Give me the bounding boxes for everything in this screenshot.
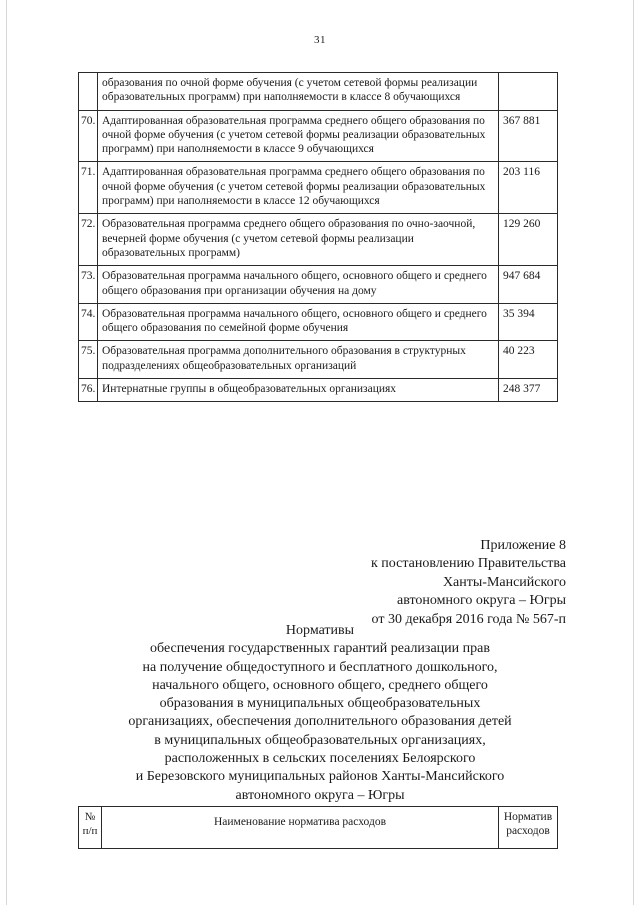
row-number: 76. xyxy=(79,379,98,402)
header-table xyxy=(78,806,558,849)
table-row xyxy=(79,379,558,402)
table-row xyxy=(79,303,558,341)
row-number: 70. xyxy=(79,110,98,162)
header-number-line1: № xyxy=(84,811,96,823)
row-value: 129 260 xyxy=(499,214,558,266)
header-row xyxy=(79,807,558,849)
row-value: 35 394 xyxy=(499,303,558,341)
row-name: Образовательная программа начального общего, основного общего и среднего общего образования по семейной форме обучения xyxy=(98,303,499,341)
row-name: Образовательная программа начального общего, основного общего и среднего общего образования при организации обучения на дому xyxy=(98,266,499,304)
header-value-line2: расходов xyxy=(506,825,550,837)
scan-edge-right xyxy=(633,0,634,905)
row-number: 72. xyxy=(79,214,98,266)
row-value: 248 377 xyxy=(499,379,558,402)
row-value: 947 684 xyxy=(499,266,558,304)
row-value: 40 223 xyxy=(499,341,558,379)
row-number: 74. xyxy=(79,303,98,341)
title-line: расположенных в сельских поселениях Белоярского xyxy=(164,751,476,767)
table-row xyxy=(79,266,558,304)
row-name: Интернатные группы в общеобразовательных организациях xyxy=(98,379,499,402)
appendix-line: к постановлению Правительства xyxy=(370,556,566,572)
title-line: обеспечения государственных гарантий реализации прав xyxy=(150,641,490,657)
appendix-line: Ханты-Мансийского xyxy=(442,574,566,590)
row-number: 71. xyxy=(79,162,98,214)
row-value: 203 116 xyxy=(499,162,558,214)
title-line: начального общего, основного общего, среднего общего xyxy=(152,677,488,693)
normatives-table xyxy=(78,72,558,402)
table-row xyxy=(79,73,558,111)
row-value xyxy=(499,73,558,111)
row-number: 73. xyxy=(79,266,98,304)
header-name-cell: Наименование норматива расходов xyxy=(102,807,499,849)
table-row xyxy=(79,341,558,379)
page-number: 31 xyxy=(314,34,326,46)
row-name: Образовательная программа дополнительного образования в структурных подразделениях общеобразовательных организаций xyxy=(98,341,499,379)
row-name: образования по очной форме обучения (с учетом сетевой формы реализации образовательных программ) при наполняемости в классе 8 обучающихся xyxy=(98,73,499,111)
appendix-line: от 30 декабря 2016 года № 567-п xyxy=(371,611,566,627)
row-name: Адаптированная образовательная программа среднего общего образования по очной форме обучения (с учетом сетевой формы реализации образовательных программ) при наполняемости в классе 9 обучающихся xyxy=(98,110,499,162)
table-row xyxy=(79,162,558,214)
row-number xyxy=(79,73,98,111)
header-number-line2: п/п xyxy=(82,825,98,837)
header-number-cell xyxy=(79,807,102,849)
table-row xyxy=(79,214,558,266)
appendix-block xyxy=(371,537,566,629)
header-value-cell xyxy=(499,807,558,849)
table-row xyxy=(79,110,558,162)
scan-edge-left xyxy=(6,0,7,905)
title-line: на получение общедоступного и бесплатного дошкольного, xyxy=(142,659,498,675)
title-line: образования в муниципальных общеобразовательных xyxy=(159,696,481,712)
header-value-line1: Норматив xyxy=(503,811,553,823)
title-line: в муниципальных общеобразовательных организациях, xyxy=(154,732,486,748)
document-title xyxy=(80,622,560,805)
row-name: Адаптированная образовательная программа среднего общего образования по очной форме обучения (с учетом сетевой формы реализации образовательных программ) при наполняемости в классе 12 обучающихся xyxy=(98,162,499,214)
row-number: 75. xyxy=(79,341,98,379)
title-line: автономного округа – Югры xyxy=(235,787,405,803)
title-line: и Березовского муниципальных районов Ханты-Мансийского xyxy=(135,769,505,785)
appendix-line: автономного округа – Югры xyxy=(397,593,566,609)
appendix-line: Приложение 8 xyxy=(480,538,566,553)
row-value: 367 881 xyxy=(499,110,558,162)
title-heading: Нормативы xyxy=(285,623,355,638)
row-name: Образовательная программа среднего общего образования по очно-заочной, вечерней форме обучения (с учетом сетевой формы реализации образовательных программ) xyxy=(98,214,499,266)
title-line: организациях, обеспечения дополнительного образования детей xyxy=(128,714,512,730)
